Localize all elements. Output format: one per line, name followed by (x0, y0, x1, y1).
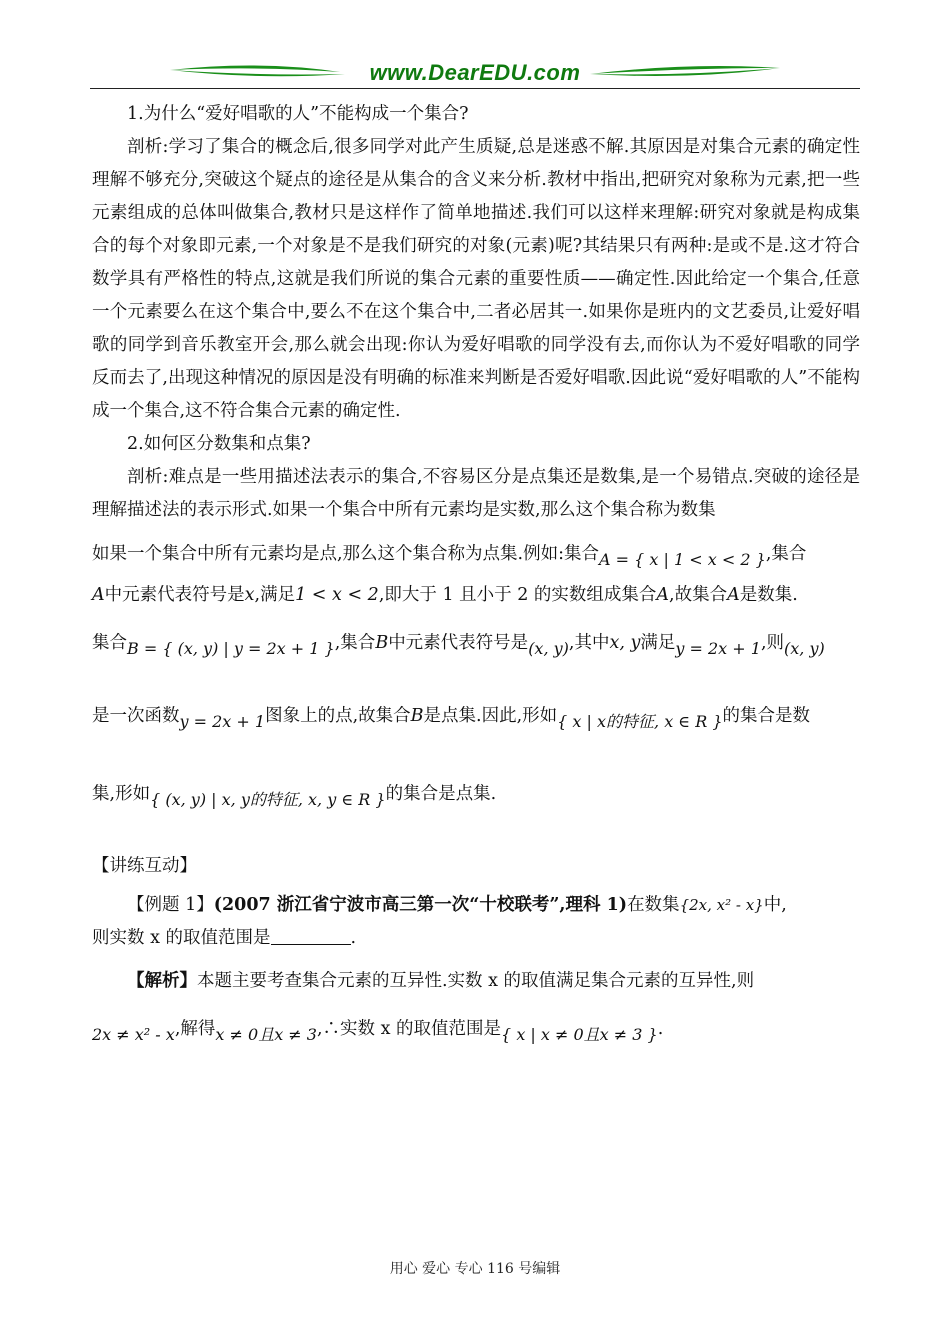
q2-l3-e: 满足 (640, 633, 676, 653)
q2-l4-b: 图象上的点,故集合 (265, 706, 411, 726)
q2-l1-text: 如果一个集合中所有元素均是点,那么这个集合称为点集.例如:集合 (92, 544, 600, 564)
q2-line-5 (92, 758, 860, 836)
solution-condition: x ≠ 0且x ≠ 3 (215, 1025, 317, 1044)
solution-l2-b: ,∴实数 x 的取值范围是 (316, 1019, 502, 1039)
q2-l3-b: ,集合 (334, 633, 376, 653)
solution-l2-a: ,解得 (174, 1019, 216, 1039)
example-1 (92, 889, 860, 922)
symbol-a: A (92, 585, 105, 605)
q2-body: 剖析:难点是一些用描述法表示的集合,不容易区分是点集还是数集,是一个易错点.突破的途径是理解描述法的表示形式.如果一个集合中所有元素均是实数,那么这个集合称为数集 (92, 467, 860, 520)
number-set-form: { x | x的特征, x ∈ R } (557, 712, 723, 731)
q2-l5-a: 集,形如 (92, 784, 151, 804)
header-rule (90, 88, 860, 89)
solution-l2-end: . (657, 1019, 664, 1039)
q2-l3-d: ,其中 (568, 633, 610, 653)
q2-line-2 (92, 579, 860, 612)
section-title: 【讲练互动】 (92, 856, 197, 876)
q2-l2-f: 是数集. (739, 585, 798, 605)
symbol-x: x (244, 585, 255, 605)
solution (92, 965, 860, 998)
example-1-line-2 (92, 922, 860, 955)
symbol-a-2: A (656, 585, 670, 605)
linear-function: y = 2x + 1 (179, 712, 266, 731)
example-1-b: 中, (763, 895, 787, 915)
q2-l4-c: 是点集.因此,形如 (423, 706, 558, 726)
q1-body: 剖析:学习了集合的概念后,很多同学对此产生质疑,总是迷惑不解.其原因是对集合元素的确定性理解不够充分,突破这个疑点的途径是从集合的含义来分析.教材中指出,把研究对象称为元素,把一些元素组成的总体叫做集合,教材只是这样作了简单地描述.我们可以这样来理解:研究对象就是构成集合的每个对象即元素,一个对象是不是我们研究的对象(元素)呢?其结果只有两种:是或不是.这才符合数学具有严格性的特点,这就是我们所说的集合元素的重要性质——确定性.因此给定一个集合,任意一个元素要么在这个集合中,要么不在这个集合中,二者必居其一.如果你是班内的文艺委员,让爱好唱歌的同学到音乐教室开会,那么就会出现:你认为爱好唱歌的同学没有去,而你认为不爱好唱歌的同学反而去了,出现这种情况的原因是没有明确的标准来判断是否爱好唱歌.因此说“爱好唱歌的人”不能构成一个集合,这不符合集合元素的确定性. (92, 137, 860, 421)
solution-inequality: 2x ≠ x² - x (92, 1025, 175, 1044)
symbol-a-3: A (727, 585, 740, 605)
q2-l5-b: 的集合是点集. (385, 784, 497, 804)
q2-l2-b: 中元素代表符号是 (104, 585, 245, 605)
answer-blank (271, 926, 351, 945)
q1-title: 1.为什么“爱好唱歌的人”不能构成一个集合? (127, 104, 469, 124)
q2-l4-d: 的集合是数 (722, 706, 811, 726)
example-1-set: {2x, x² - x} (679, 896, 764, 914)
q2-l2-c: ,满足 (254, 585, 296, 605)
example-1-a: 在数集 (627, 895, 680, 915)
solution-label: 【解析】 (127, 971, 197, 991)
vars-xy: x, y (609, 633, 641, 653)
symbol-b-2: B (410, 706, 424, 726)
q2-l2-e: ,故集合 (669, 585, 728, 605)
q2-l3-c: 中元素代表符号是 (388, 633, 529, 653)
set-a-formula: A = { x | 1 < x < 2 } (599, 550, 766, 569)
solution-line-2 (92, 998, 860, 1066)
example-1-question: 则实数 x 的取值范围是 (92, 928, 271, 948)
example-1-source: (2007 浙江省宁波市高三第一次“十校联考”,理科 1) (213, 895, 628, 915)
pair-xy: (x, y) (528, 639, 569, 658)
solution-text: 本题主要考查集合元素的互异性.实数 x 的取值满足集合元素的互异性,则 (197, 971, 755, 991)
symbol-b: B (375, 633, 389, 653)
document-body (92, 98, 860, 1066)
example-1-period: . (350, 928, 357, 948)
solution-set: { x | x ≠ 0且x ≠ 3 } (501, 1025, 658, 1044)
q2-line-3 (92, 612, 860, 680)
header-site-url[interactable]: www.DearEDU.com (369, 60, 581, 85)
page-footer: 用心 爱心 专心 116 号编辑 (389, 1261, 561, 1277)
q2-title: 2.如何区分数集和点集? (127, 434, 311, 454)
q2-l4-a: 是一次函数 (92, 706, 180, 726)
example-1-label: 【例题 1】 (127, 895, 214, 915)
pair-xy-2: (x, y) (784, 639, 825, 658)
point-set-form: { (x, y) | x, y的特征, x, y ∈ R } (150, 790, 386, 809)
q2-l1-tail: ,集合 (765, 544, 807, 564)
q2-line-4 (92, 680, 860, 758)
line-equation: y = 2x + 1 (675, 639, 761, 658)
q2-l3-f: ,则 (760, 633, 785, 653)
set-b-formula: B = { (x, y) | y = 2x + 1 } (127, 639, 335, 658)
page-header (90, 58, 860, 90)
inequality-1-x-2: 1 < x < 2 (295, 585, 379, 605)
q2-l3-a: 集合 (92, 633, 127, 653)
q2-l2-d: ,即大于 1 且小于 2 的实数组成集合 (378, 585, 657, 605)
